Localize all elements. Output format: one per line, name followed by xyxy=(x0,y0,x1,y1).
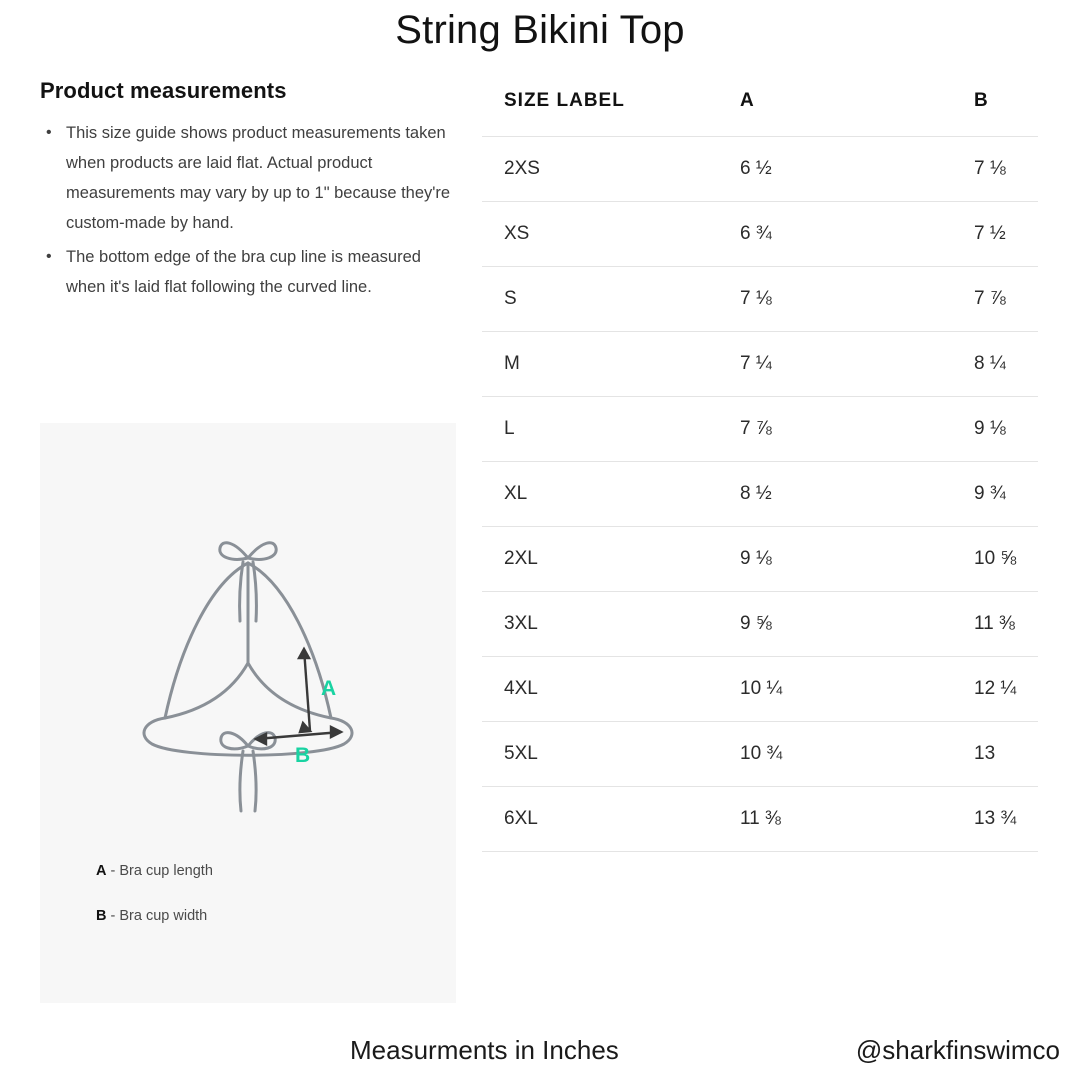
cell-size: 2XL xyxy=(482,527,718,592)
list-item: • The bottom edge of the bra cup line is measured when it's laid flat following the curved line. xyxy=(62,242,460,302)
cell-size: 3XL xyxy=(482,592,718,657)
column-header-b: B xyxy=(974,90,989,111)
cell-b: 12 ¼ xyxy=(952,657,1038,722)
list-item: • This size guide shows product measurements taken when products are laid flat. Actual product measurements may vary by up to 1" because they're custom-made by hand. xyxy=(62,118,460,238)
cell-size: L xyxy=(482,397,718,462)
table-row xyxy=(482,722,1038,787)
footer-units: Measurments in Inches xyxy=(350,1035,619,1065)
page-title: String Bikini Top xyxy=(395,8,685,52)
cell-b: 13 ¾ xyxy=(952,787,1038,852)
cell-b: 8 ¼ xyxy=(952,332,1038,397)
legend-key-a: A xyxy=(96,863,107,879)
legend-item-b xyxy=(96,908,207,924)
cell-a: 6 ½ xyxy=(718,137,952,202)
table-header-row xyxy=(482,80,1038,137)
cell-b: 9 ¾ xyxy=(952,462,1038,527)
legend-key-b: B xyxy=(96,908,107,924)
cell-a: 7 ⅛ xyxy=(718,267,952,332)
footer-handle: @sharkfinswimco xyxy=(855,1035,1060,1065)
cell-a: 10 ¼ xyxy=(718,657,952,722)
size-chart-table xyxy=(482,80,1038,852)
cell-size: XS xyxy=(482,202,718,267)
table-row xyxy=(482,462,1038,527)
table-row xyxy=(482,787,1038,852)
cell-a: 6 ¾ xyxy=(718,202,952,267)
section-heading: Product measurements xyxy=(40,78,287,103)
cell-size: 4XL xyxy=(482,657,718,722)
table-row xyxy=(482,592,1038,657)
table-row xyxy=(482,332,1038,397)
cell-size: 6XL xyxy=(482,787,718,852)
cell-b: 7 ⅞ xyxy=(952,267,1038,332)
cell-b: 7 ½ xyxy=(952,202,1038,267)
table-row xyxy=(482,267,1038,332)
diagram-panel xyxy=(40,423,456,1003)
cell-b: 9 ⅛ xyxy=(952,397,1038,462)
table-row xyxy=(482,397,1038,462)
cell-size: 2XS xyxy=(482,137,718,202)
diagram-label-b: B xyxy=(295,744,311,767)
column-header-size-label: SIZE LABEL xyxy=(504,90,625,111)
cell-size: 5XL xyxy=(482,722,718,787)
table-row xyxy=(482,527,1038,592)
cell-b: 10 ⅝ xyxy=(952,527,1038,592)
column-header-a: A xyxy=(740,90,755,111)
table-row xyxy=(482,202,1038,267)
cell-a: 9 ⅝ xyxy=(718,592,952,657)
cell-size: XL xyxy=(482,462,718,527)
table-row xyxy=(482,657,1038,722)
measurement-notes-list xyxy=(40,118,460,302)
cell-b: 7 ⅛ xyxy=(952,137,1038,202)
cell-size: M xyxy=(482,332,718,397)
table-body xyxy=(482,137,1038,852)
legend-item-a xyxy=(96,863,213,879)
size-table-wrapper xyxy=(482,80,1038,852)
cell-b: 13 xyxy=(952,722,1038,787)
cell-a: 10 ¾ xyxy=(718,722,952,787)
legend-text-b: - Bra cup width xyxy=(110,908,208,924)
product-measurements-section xyxy=(40,78,460,306)
cell-a: 8 ½ xyxy=(718,462,952,527)
cell-a: 11 ⅜ xyxy=(718,787,952,852)
bikini-top-diagram-icon xyxy=(40,463,456,843)
cell-a: 7 ⅞ xyxy=(718,397,952,462)
cell-size: S xyxy=(482,267,718,332)
cell-b: 11 ⅜ xyxy=(952,592,1038,657)
cell-a: 7 ¼ xyxy=(718,332,952,397)
legend-text-a: - Bra cup length xyxy=(110,863,213,879)
cell-a: 9 ⅛ xyxy=(718,527,952,592)
diagram-label-a: A xyxy=(321,677,337,700)
table-row xyxy=(482,137,1038,202)
